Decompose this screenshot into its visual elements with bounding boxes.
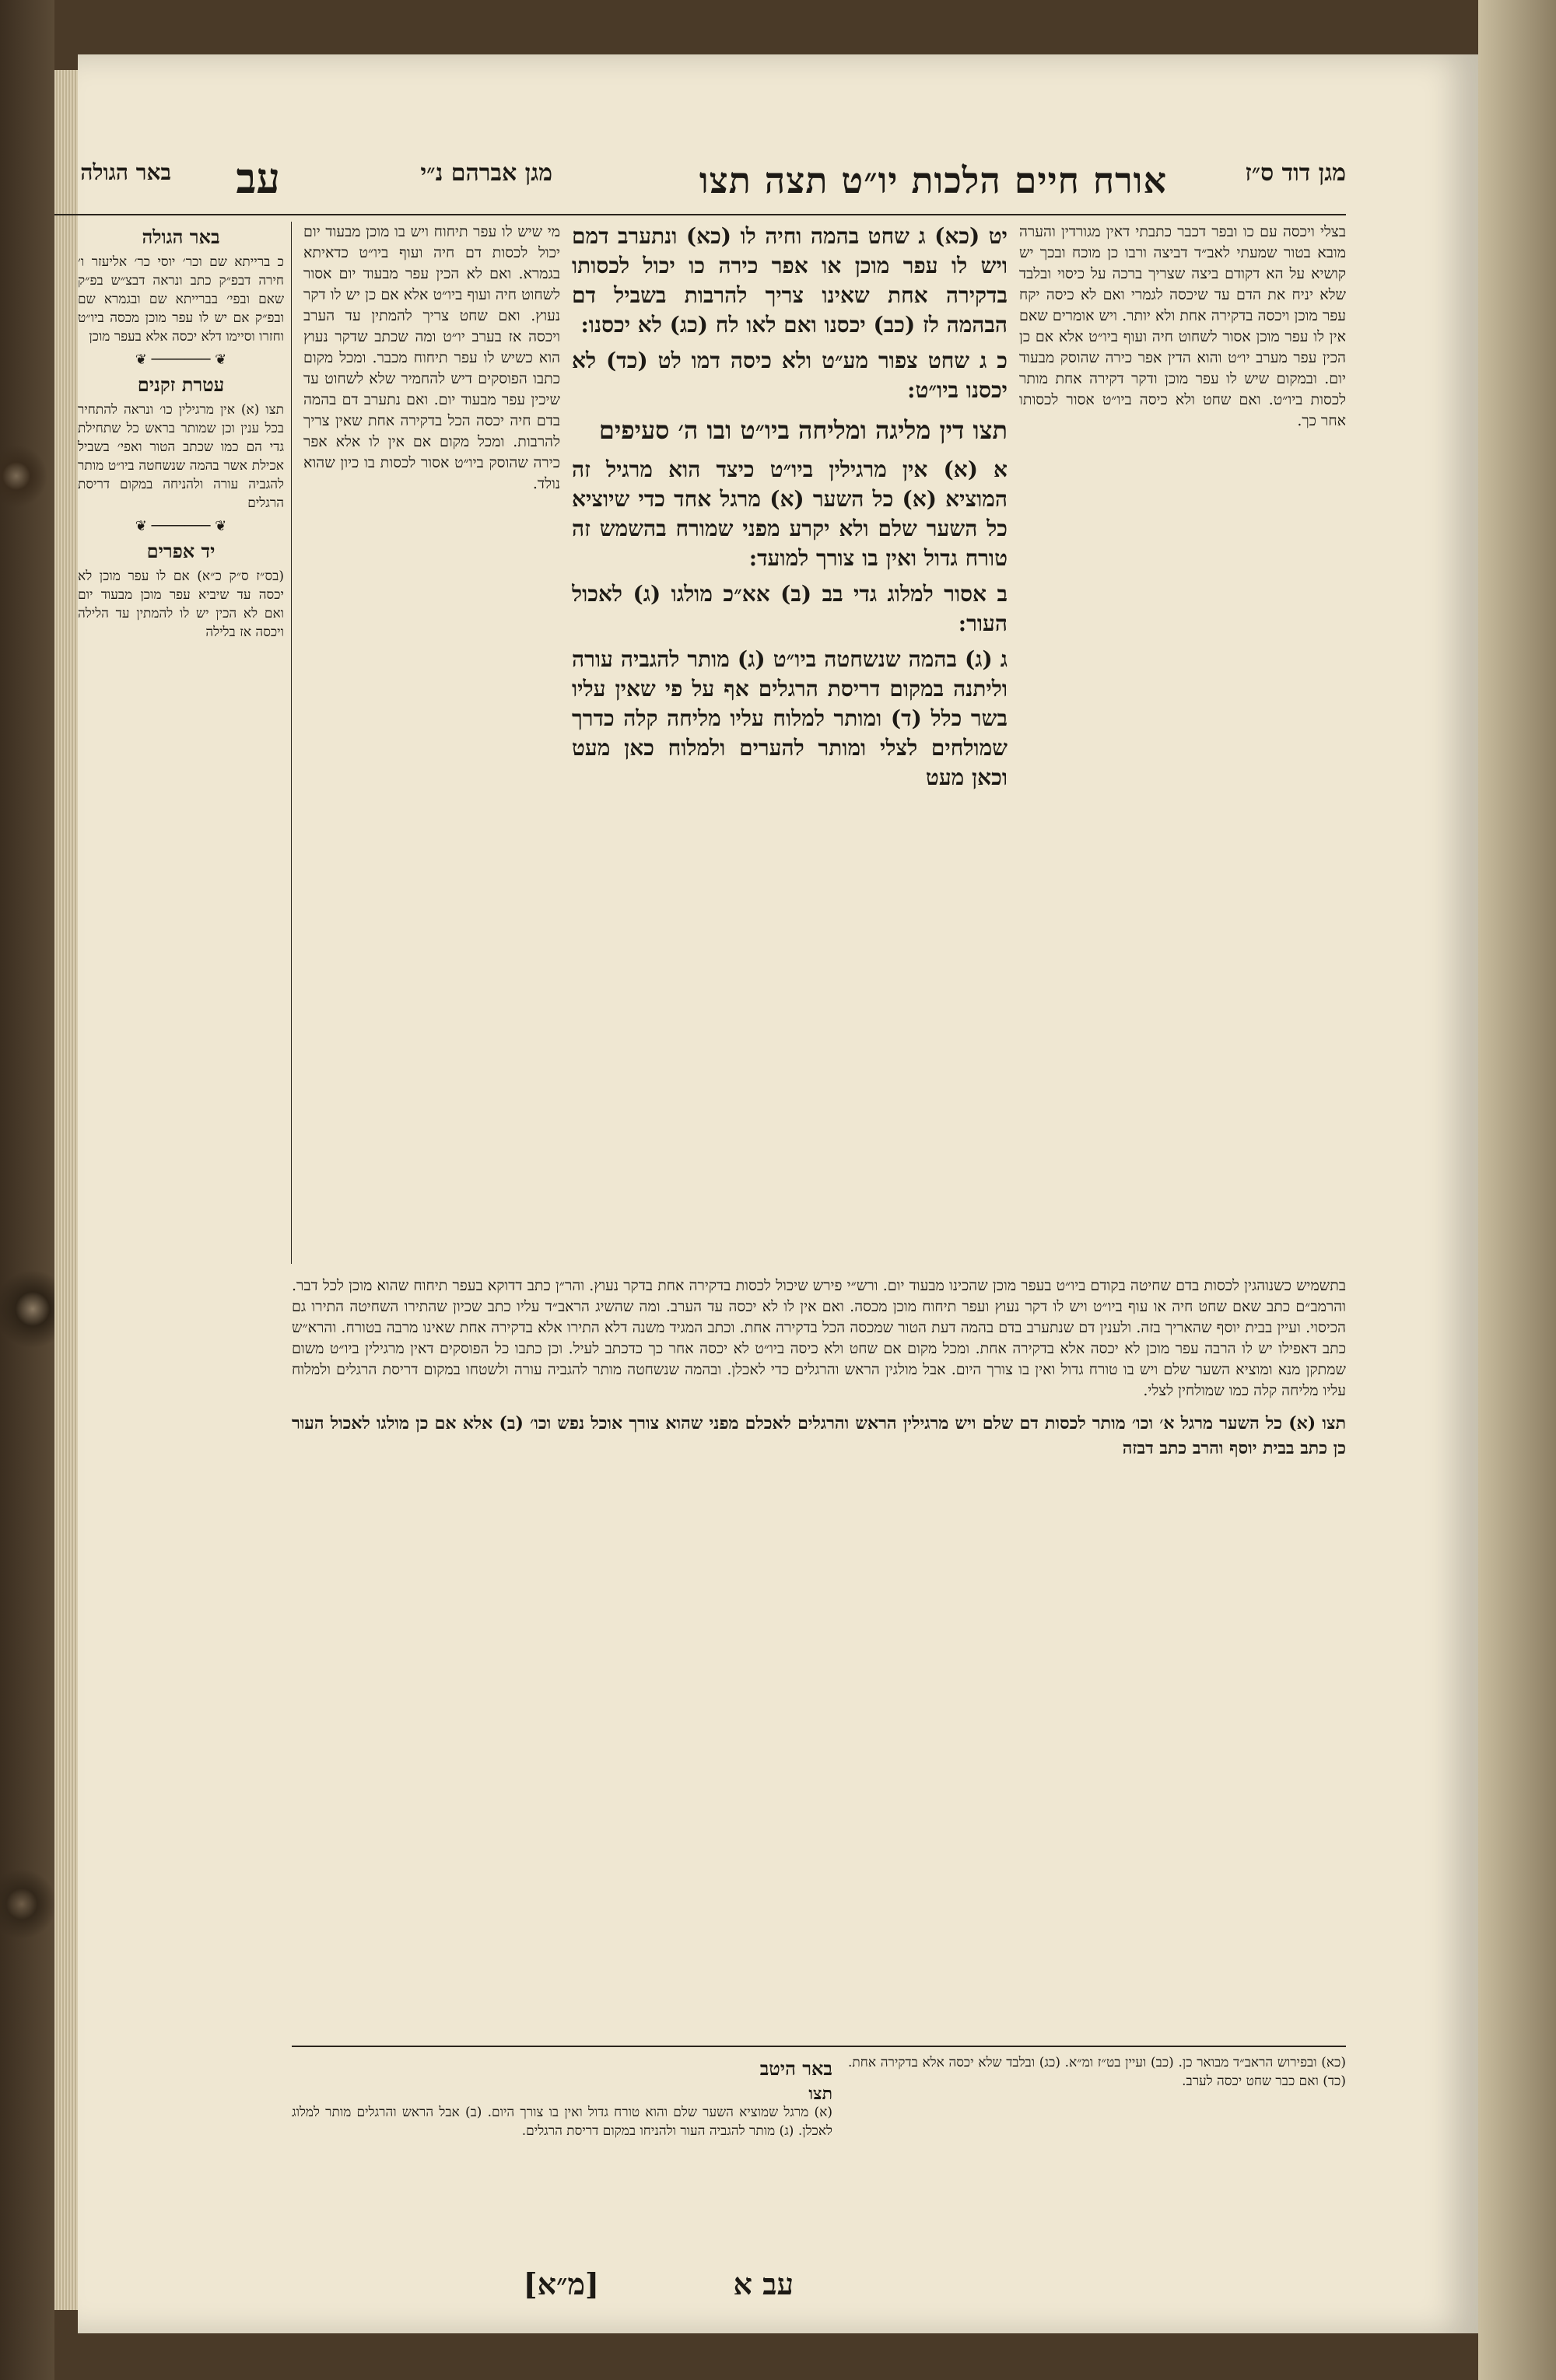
magen-avraham-col2 bbox=[303, 222, 560, 1264]
beer-heitev-section: תצו bbox=[808, 2084, 832, 2104]
beer-hagolah-text: כ ברייתא שם וכר׳ יוסי כר׳ אליעזר ו׳ חירה דבפ״ק כתב ונראה דבצ״ש בפ״ק שאם ובפי׳ בברייתא שם ובגמרא שם ובפ״ק אם יש לו עפר מוכן מכסה ביו״ט וחזרו וסיימו דלא יכסה אלא בעפר מוכן bbox=[78, 254, 284, 345]
header-rule bbox=[54, 214, 1346, 215]
beer-hagolah-column bbox=[78, 222, 284, 2088]
lower-commentary bbox=[292, 1276, 1346, 2038]
header-beer-hagolah: באר הגולה bbox=[80, 159, 171, 185]
main-paragraph-1: יט (כא) ג שחט בהמה וחיה לו (כא) ונתערב דמם ויש לו עפר מוכן או אפר כירה כו יכול לכסותו בדקירה אחת שאינו צריך להרבות בשביל דם הבהמה לז (כב) יכסנו ואם לאו לח (כג) לא יכסנו: bbox=[572, 223, 1008, 338]
main-paragraph-3: א (א) אין מרגילין ביו״ט כיצד הוא מרגיל זה המוציא (א) כל השער (א) מרגל אחד כדי שיוציא כל השער שלם ולא יקרע מפני שמורח בהשמש זה טורח גדול ואין בו צורך למועד: bbox=[572, 457, 1008, 571]
main-paragraph-4: ב אסור למלוג גדי בב (ב) אא״כ מולגו (ג) לאכול העור: bbox=[572, 581, 1008, 636]
notes-rule bbox=[292, 2046, 1346, 2047]
page-header bbox=[54, 153, 1346, 214]
lower-commentary-text: בתשמיש כשנוהגין לכסות בדם שחיטה בקודם ביו״ט בעפר מוכן שהכינו מבעוד יום. ורש״י פירש שיכול לכסות בדקירה אחת בדקר נעוץ. והר״ן כתב דדוקא בעפר תיחוח שהוא מוכן לכל דבר. והרמב״ם כתב שאם שחט חיה או עוף ביו״ט ויש לו דקר נעוץ ועפר תיחוח מוכן מכסה. ואם אין לו לא יכסה עד הערב. ומה שהשיג הראב״ד עליו כתב שכיון שהתירו השחיטה התירו גם הכיסוי. ועיין בבית יוסף שהאריך בזה. ולענין דם שנתערב בדם בהמה דעת הטור שמכסה הכל בדקירה אחת. וכתב המגיד משנה דלא התירו אלא בדקירה אחת שאינו מרבה בטורח. והרא״ש כתב דאפילו יש לו הרבה עפר מוכן לא יכסה אלא בדקירה אחת. ומכל מקום אם שחט ולא כיסה ביו״ט לא יכסה אחר כך כדכתב לעיל. וכן כתבו כל הפוסקים דאין מרגילין ביו״ט משום שמתקן מנא ומוציא השער שלם ויש בו טורח גדול ואין בו צורך היום. אבל מולגין הראש והרגלים כדי לאכלן. ובהמה שנשחטה מותר להגביה עורה ולשטחו במקום דריסת הרגלים ולמלוח עליו מליחה קלה כמו שמולחין לצלי. bbox=[292, 1277, 1346, 1399]
book-page bbox=[78, 54, 1478, 2333]
marbled-book-edge bbox=[0, 0, 54, 2380]
yad-efraim-text: (בס״ז ס״ק כ״א) אם לו עפר מוכן לא יכסה עד שיביא עפר מוכן מבעוד יום ואם לא הכין יש לו להמתין עד הלילה ויכסה אז בלילה bbox=[78, 569, 284, 640]
bottom-note-left-text: (א) מרגל שמוציא השער שלם והוא טורח גדול ואין בו צורך היום. (ב) אבל הראש והרגלים מותר למלוג לאכלן. (ג) מותר להגביה העור ולהניחו במקום דריסת הרגלים. bbox=[292, 2105, 832, 2139]
ornament-divider-2: ❦ ─────── ❦ bbox=[135, 518, 227, 534]
lower-section-ref: תצו (א) כל השער מרגל א׳ וכו׳ מותר לכסות דם שלם ויש מרגילין הראש והרגלים לאכלם מפני שהוא צורך אוכל נפש וכו׳ (ב) אלא אם כן מולגו לאכול העור כן כתב בבית יוסף והרב כתב דבזה bbox=[292, 1413, 1346, 1458]
main-text-column bbox=[572, 222, 1008, 1264]
header-title: אורח חיים הלכות יו״ט תצה תצו bbox=[699, 159, 1167, 201]
beer-hagolah-heading: באר הגולה bbox=[142, 226, 220, 248]
bottom-note-right-text: (כא) ובפירוש הראב״ד מבואר כן. (כב) ועיין בט״ז ומ״א. (כג) ובלבד שלא יכסה אלא בדקירה אחת. (כד) ואם כבר שחט יכסה לערב. bbox=[848, 2055, 1346, 2089]
yad-efraim-heading: יד אפרים bbox=[146, 540, 216, 562]
column-divider bbox=[291, 222, 292, 1264]
commentary-text-2: מי שיש לו עפר תיחוח ויש בו מוכן מבעוד יום יכול לכסות דם חיה ועוף ביו״ט כדאיתא בגמרא. ואם לא הכין עפר מבעוד יום אסור לשחוט חיה ועוף ביו״ט אלא אם כן יש לו דקר נעוץ. ואם שחט צריך להמתין עד הערב ויכסה אז בערב יו״ט ומה שכתב שדקר נעוץ הוא כשיש לו עפר תיחוח מכבר. ומכל מקום כתבו הפוסקים דיש להחמיר שלא לשחוט עד שיכין עפר מבעוד יום. ואם נתערב דם בהמה בדם חיה יכסה הכל בדקירה אחת שאין צריך להרבות. ומכל מקום אם אין לו אלא אפר כירה שהוסק ביו״ט אסור לכסות בו כיון שהוא נולד. bbox=[303, 223, 560, 492]
page-edges bbox=[54, 70, 78, 2310]
next-page-edge bbox=[1478, 0, 1556, 2380]
magen-avraham-col1 bbox=[1019, 222, 1346, 1264]
footer-page-ref: [מ״א] bbox=[523, 2266, 599, 2301]
main-paragraph-2: כ ג שחט צפור מע״ט ולא כיסה דמו לט (כד) לא יכסנו ביו״ט: bbox=[572, 348, 1008, 403]
ornament-divider: ❦ ─────── ❦ bbox=[135, 352, 227, 368]
ateret-zekenim-text: תצו (א) אין מרגילין כו׳ ונראה להתחיר בכל ענין וכן שמותר בראש כל שתחילת גדי הם כמו שכתב הטור ואפי׳ בשביל אכילת אשר בהמה שנשחטה ביו״ט מותר להגביה עורה ולהניחה במקום דריסת הרגלים bbox=[78, 402, 284, 511]
header-page-number: עב bbox=[236, 153, 280, 203]
header-page-label: מגן דוד ס״ז bbox=[1245, 159, 1346, 187]
footer-signature: עב א bbox=[733, 2266, 794, 2301]
main-paragraph-5: ג (ג) בהמה שנשחטה ביו״ט (ג) מותר להגביה עורה וליתנה במקום דריסת הרגלים אף על פי שאין עליו בשר כלל (ד) ומותר למלוח עליו מליחה קלה כדרך שמולחים לצלי ומותר להערים ולמלוח כאן מעט וכאן מעט bbox=[572, 646, 1008, 790]
siman-heading: תצו דין מליגה ומליחה ביו״ט ובו ה׳ סעיפים bbox=[598, 415, 1008, 445]
commentary-text: בצלי ויכסה עם כו ובפר דכבר כתבתי דאין מגורדין והערה מובא בטור שמעתי לאב״ד דביצה ורבו כן מוכח ובכך יש קושיא על הא דקודם ביצה שצריך ברכה על כיסוי ובלבד שלא יניח את הדם עד שיכסה לגמרי ואם לא כיסה יקח עפר מוכן ויכסה בדקירה אחת ולא יותר. ויש אומרים שאם אין לו עפר מוכן אסור לשחוט חיה ועוף ביו״ט אלא אם כן הכין עפר מערב יו״ט והוא הדין אפר כירה שהוסק מבעוד יום. ובמקום שיש לו עפר מוכן ודקר דקירה אחת מותר לכסות ביו״ט. ואם שחט ולא כיסה ביו״ט אסור לכסותו אחר כך. bbox=[1019, 223, 1346, 429]
ateret-zekenim-heading: עטרת זקנים bbox=[137, 373, 225, 396]
beer-heitev-heading: באר היטב bbox=[759, 2057, 832, 2080]
bottom-notes-right bbox=[848, 2053, 1346, 2256]
bottom-notes-left bbox=[292, 2053, 832, 2256]
header-commentary: מגן אברהם נ״י bbox=[420, 159, 552, 187]
